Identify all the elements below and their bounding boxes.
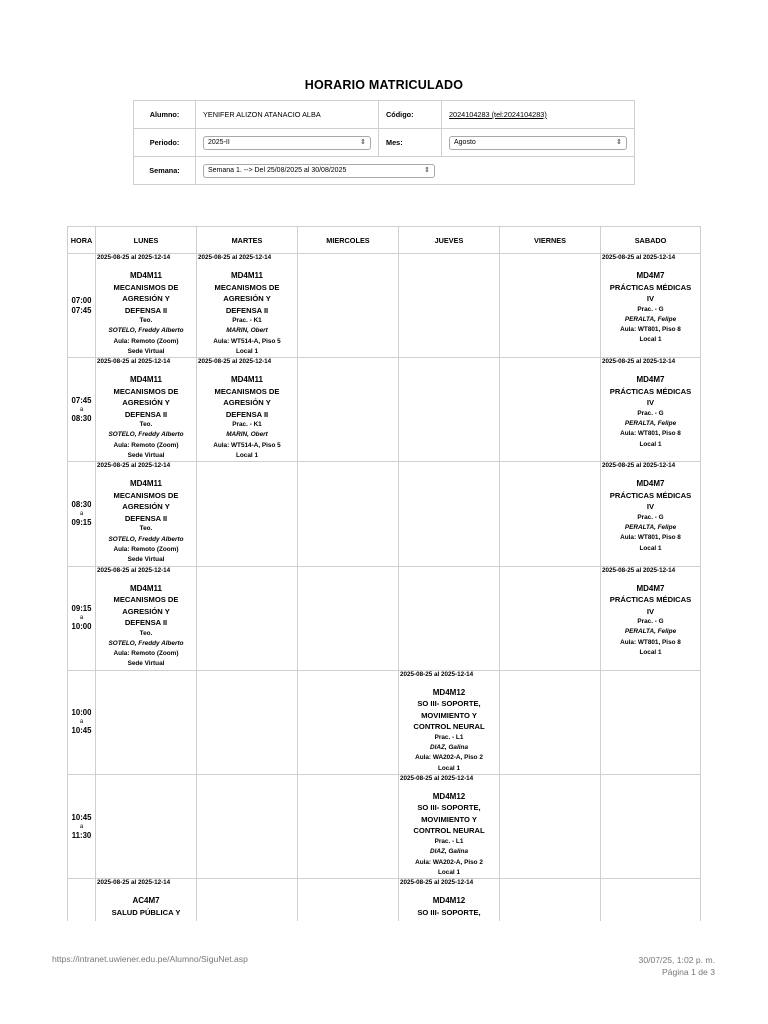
empty-cell — [96, 670, 197, 774]
empty-cell — [500, 774, 601, 878]
select-arrows-icon: ⇕ — [616, 138, 622, 146]
schedule-row — [68, 774, 701, 878]
mes-select-value: Agosto — [454, 138, 476, 146]
schedule-row — [68, 462, 701, 566]
footer-url: https://intranet.uwiener.edu.pe/Alumno/SiguNet.asp — [52, 954, 248, 964]
col-header-viernes: VIERNES — [500, 227, 601, 254]
student-info-table — [133, 100, 635, 185]
empty-cell — [298, 670, 399, 774]
select-arrows-icon: ⇕ — [424, 166, 430, 174]
semana-select[interactable] — [203, 164, 435, 178]
schedule-row — [68, 566, 701, 670]
empty-cell — [197, 670, 298, 774]
empty-cell — [298, 358, 399, 462]
schedule-row — [68, 670, 701, 774]
codigo-link[interactable]: 2024104283 (tel:2024104283) — [449, 110, 547, 119]
select-arrows-icon: ⇕ — [360, 138, 366, 146]
empty-cell — [601, 879, 701, 922]
empty-cell — [500, 462, 601, 566]
class-cell[interactable]: 2025-08-25 al 2025-12-14 MD4M11 MECANISMOS DE AGRESIÓN Y DEFENSA II Prac. - K1 MARIN, Obert Aula: WT514-A, Piso 5 Local 1 — [197, 254, 298, 358]
schedule-row — [68, 358, 701, 462]
page-title: HORARIO MATRICULADO — [304, 78, 464, 92]
footer-meta — [639, 954, 715, 978]
empty-cell — [601, 774, 701, 878]
empty-cell — [197, 462, 298, 566]
schedule-header-row — [68, 227, 701, 254]
time-slot: 09:15 a 10:00 — [68, 566, 96, 670]
class-cell[interactable]: 2025-08-25 al 2025-12-14 AC4M7 SALUD PÚBLICA Y — [96, 879, 197, 922]
class-cell[interactable]: 2025-08-25 al 2025-12-14 MD4M7 PRÁCTICAS MÉDICAS IV Prac. - G PERALTA, Felipe Aula: WT801, Piso 8 Local 1 — [601, 358, 701, 462]
empty-cell — [399, 254, 500, 358]
schedule-row — [68, 879, 701, 922]
class-cell[interactable]: 2025-08-25 al 2025-12-14 MD4M11 MECANISMOS DE AGRESIÓN Y DEFENSA II Teo. SOTELO, Freddy Alberto Aula: Remoto (Zoom) Sede Virtual — [96, 462, 197, 566]
class-cell[interactable]: 2025-08-25 al 2025-12-14 MD4M7 PRÁCTICAS MÉDICAS IV Prac. - G PERALTA, Felipe Aula: WT801, Piso 8 Local 1 — [601, 254, 701, 358]
footer-datetime: 30/07/25, 1:02 p. m. — [638, 955, 715, 965]
empty-cell — [399, 462, 500, 566]
footer-page-number: Página 1 de 3 — [661, 967, 715, 977]
periodo-label: Periodo: — [134, 129, 196, 157]
mes-select[interactable] — [449, 136, 627, 150]
class-cell[interactable]: 2025-08-25 al 2025-12-14 MD4M7 PRÁCTICAS MÉDICAS IV Prac. - G PERALTA, Felipe Aula: WT801, Piso 8 Local 1 — [601, 566, 701, 670]
semana-select-value: Semana 1. --> Del 25/08/2025 al 30/08/2025 — [208, 166, 347, 174]
col-header-martes: MARTES — [197, 227, 298, 254]
empty-cell — [298, 254, 399, 358]
empty-cell — [298, 774, 399, 878]
class-cell[interactable]: 2025-08-25 al 2025-12-14 MD4M11 MECANISMOS DE AGRESIÓN Y DEFENSA II Prac. - K1 MARIN, Obert Aula: WT514-A, Piso 5 Local 1 — [197, 358, 298, 462]
schedule-table — [67, 226, 701, 921]
class-cell[interactable]: 2025-08-25 al 2025-12-14 MD4M7 PRÁCTICAS MÉDICAS IV Prac. - G PERALTA, Felipe Aula: WT801, Piso 8 Local 1 — [601, 462, 701, 566]
periodo-select[interactable] — [203, 136, 371, 150]
empty-cell — [500, 358, 601, 462]
mes-label: Mes: — [379, 129, 442, 157]
empty-cell — [399, 358, 500, 462]
class-cell[interactable]: 2025-08-25 al 2025-12-14 MD4M12 SO III- SOPORTE, MOVIMIENTO Y CONTROL NEURAL Prac. - L1 DIAZ, Galina Aula: WA202-A, Piso 2 Local 1 — [399, 774, 500, 878]
empty-cell — [298, 462, 399, 566]
schedule-row — [68, 254, 701, 358]
alumno-label: Alumno: — [134, 101, 196, 129]
time-slot: 10:45 a 11:30 — [68, 774, 96, 878]
codigo-label: Código: — [379, 101, 442, 129]
empty-cell — [601, 670, 701, 774]
empty-cell — [500, 670, 601, 774]
alumno-value: YENIFER ALIZON ATANACIO ALBA — [196, 101, 379, 129]
col-header-jueves: JUEVES — [399, 227, 500, 254]
col-header-hora: HORA — [68, 227, 96, 254]
class-cell[interactable]: 2025-08-25 al 2025-12-14 MD4M12 SO III- SOPORTE, MOVIMIENTO Y CONTROL NEURAL Prac. - L1 DIAZ, Galina Aula: WA202-A, Piso 2 Local 1 — [399, 670, 500, 774]
time-slot: 07:00 07:45 — [68, 254, 96, 358]
periodo-select-value: 2025-II — [208, 138, 230, 146]
empty-cell — [197, 566, 298, 670]
empty-cell — [197, 879, 298, 922]
class-cell[interactable]: 2025-08-25 al 2025-12-14 MD4M12 SO III- SOPORTE, — [399, 879, 500, 922]
empty-cell — [298, 879, 399, 922]
col-header-miercoles: MIERCOLES — [298, 227, 399, 254]
empty-cell — [500, 566, 601, 670]
time-slot: 10:00 a 10:45 — [68, 670, 96, 774]
class-cell[interactable]: 2025-08-25 al 2025-12-14 MD4M11 MECANISMOS DE AGRESIÓN Y DEFENSA II Teo. SOTELO, Freddy Alberto Aula: Remoto (Zoom) Sede Virtual — [96, 566, 197, 670]
empty-cell — [500, 254, 601, 358]
time-slot — [68, 879, 96, 922]
empty-cell — [399, 566, 500, 670]
col-header-sabado: SABADO — [601, 227, 701, 254]
class-cell[interactable]: 2025-08-25 al 2025-12-14 MD4M11 MECANISMOS DE AGRESIÓN Y DEFENSA II Teo. SOTELO, Freddy Alberto Aula: Remoto (Zoom) Sede Virtual — [96, 254, 197, 358]
time-slot: 07:45 a 08:30 — [68, 358, 96, 462]
empty-cell — [197, 774, 298, 878]
empty-cell — [298, 566, 399, 670]
empty-cell — [500, 879, 601, 922]
class-cell[interactable]: 2025-08-25 al 2025-12-14 MD4M11 MECANISMOS DE AGRESIÓN Y DEFENSA II Teo. SOTELO, Freddy Alberto Aula: Remoto (Zoom) Sede Virtual — [96, 358, 197, 462]
semana-label: Semana: — [134, 157, 196, 185]
col-header-lunes: LUNES — [96, 227, 197, 254]
empty-cell — [96, 774, 197, 878]
time-slot: 08:30 a 09:15 — [68, 462, 96, 566]
